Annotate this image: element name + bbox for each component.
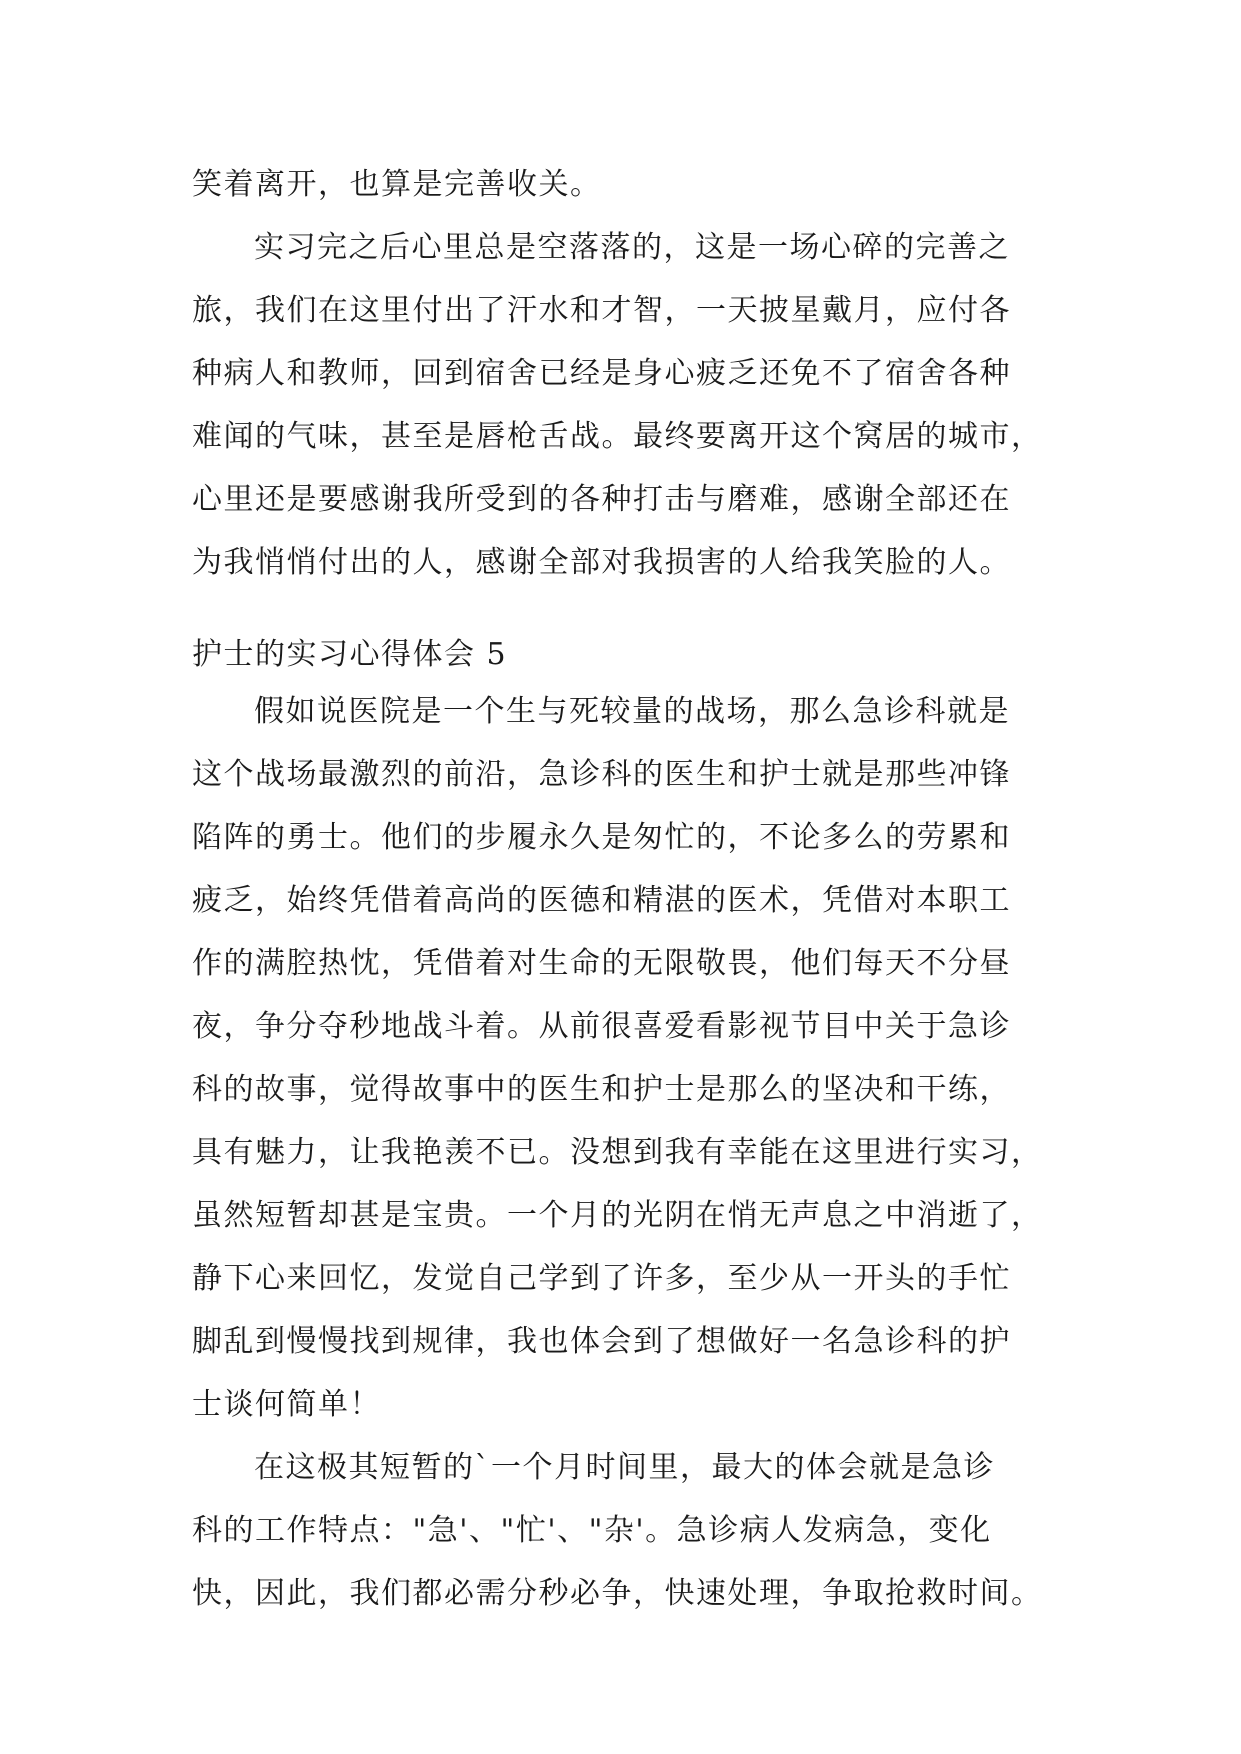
paragraph-line: 假如说医院是一个生与死较量的战场，那么急诊科就是	[254, 694, 1010, 729]
paragraph-line: 实习完之后心里总是空落落的，这是一场心碎的完善之	[254, 230, 1010, 265]
paragraph-line: 种病人和教师，回到宿舍已经是身心疲乏还免不了宿舍各种	[192, 356, 1011, 391]
paragraph-line: 科的工作特点："急'、"忙'、"杂'。急诊病人发病急，变化	[192, 1513, 992, 1548]
paragraph-line: 陷阵的勇士。他们的步履永久是匆忙的，不论多么的劳累和	[192, 820, 1011, 855]
paragraph-line: 脚乱到慢慢找到规律，我也体会到了想做好一名急诊科的护	[192, 1324, 1011, 1359]
paragraph-line: 疲乏，始终凭借着高尚的医德和精湛的医术，凭借对本职工	[192, 883, 1011, 918]
paragraph-line: 这个战场最激烈的前沿，急诊科的医生和护士就是那些冲锋	[192, 757, 1011, 792]
paragraph-line: 快，因此，我们都必需分秒必争，快速处理，争取抢救时间。	[192, 1576, 1043, 1611]
paragraph-line: 在这极其短暂的`一个月时间里，最大的体会就是急诊	[254, 1450, 995, 1485]
paragraph-line: 士谈何简单！	[192, 1387, 381, 1422]
paragraph-line: 科的故事，觉得故事中的医生和护士是那么的坚决和干练，	[192, 1072, 1011, 1107]
section-heading: 护士的实习心得体会 5	[192, 637, 508, 672]
paragraph-line: 具有魅力，让我艳羡不已。没想到我有幸能在这里进行实习，	[192, 1135, 1043, 1170]
paragraph-line: 笑着离开，也算是完善收关。	[192, 167, 602, 202]
paragraph-line: 为我悄悄付出的人，感谢全部对我损害的人给我笑脸的人。	[192, 545, 1011, 580]
paragraph-line: 虽然短暂却甚是宝贵。一个月的光阴在悄无声息之中消逝了，	[192, 1198, 1043, 1233]
paragraph-line: 难闻的气味，甚至是唇枪舌战。最终要离开这个窝居的城市，	[192, 419, 1043, 454]
paragraph-line: 作的满腔热忱，凭借着对生命的无限敬畏，他们每天不分昼	[192, 946, 1011, 981]
paragraph-line: 夜，争分夺秒地战斗着。从前很喜爱看影视节目中关于急诊	[192, 1009, 1011, 1044]
paragraph-line: 旅，我们在这里付出了汗水和才智，一天披星戴月，应付各	[192, 293, 1011, 328]
paragraph-line: 心里还是要感谢我所受到的各种打击与磨难，感谢全部还在	[192, 482, 1011, 517]
paragraph-line: 静下心来回忆，发觉自己学到了许多，至少从一开头的手忙	[192, 1261, 1011, 1296]
